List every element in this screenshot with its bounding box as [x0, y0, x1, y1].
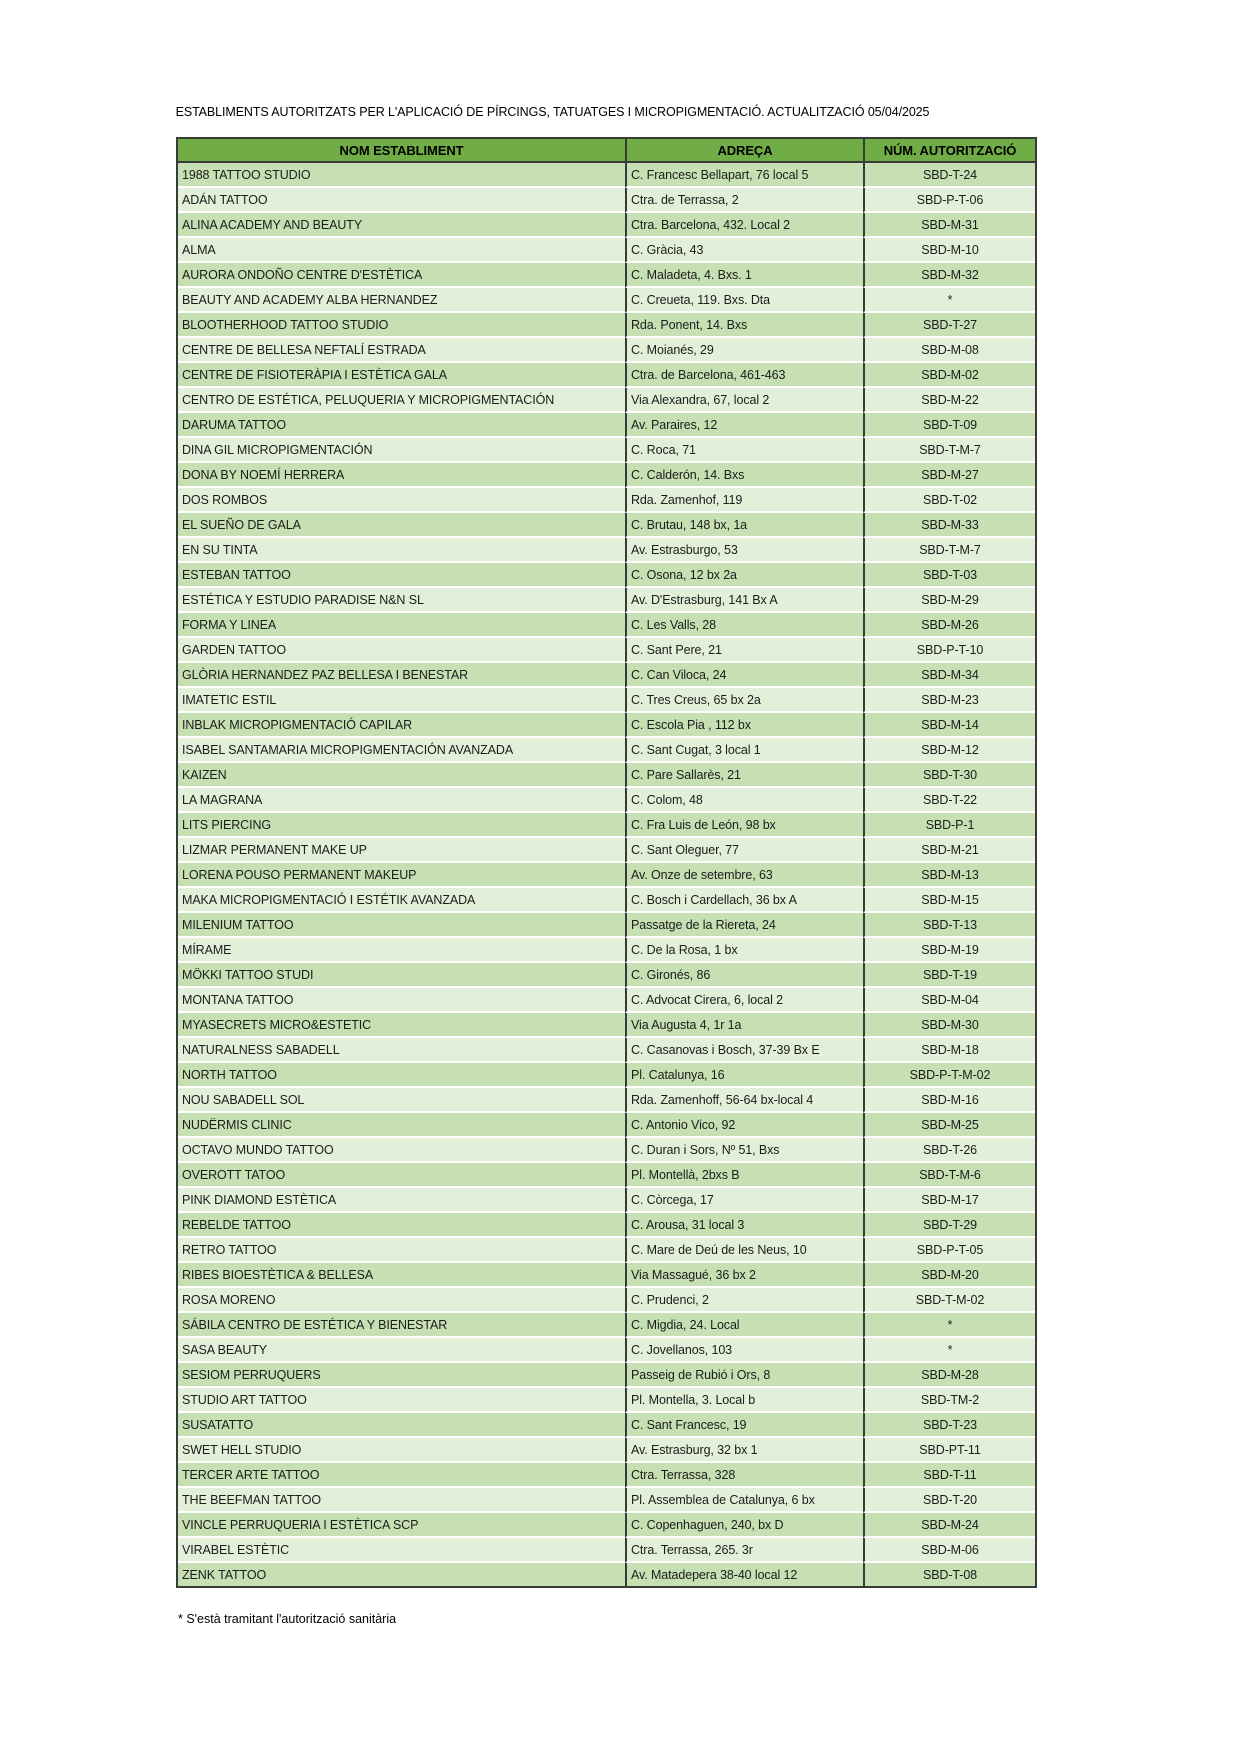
cell-name: MÍRAME	[178, 938, 625, 963]
cell-name: MYASECRETS MICRO&ESTETIC	[178, 1013, 625, 1038]
cell-address: Passeig de Rubió i Ors, 8	[625, 1363, 863, 1388]
table-row	[178, 388, 1035, 413]
cell-name: AURORA ONDOÑO CENTRE D'ESTÈTICA	[178, 263, 625, 288]
cell-authorization: SBD-M-26	[863, 613, 1035, 638]
cell-authorization: SBD-M-19	[863, 938, 1035, 963]
table-row	[178, 688, 1035, 713]
cell-authorization: SBD-T-13	[863, 913, 1035, 938]
cell-address: C. Sant Cugat, 3 local 1	[625, 738, 863, 763]
table-row	[178, 713, 1035, 738]
cell-address: Av. Paraires, 12	[625, 413, 863, 438]
cell-address: Via Augusta 4, 1r 1a	[625, 1013, 863, 1038]
cell-authorization: SBD-M-34	[863, 663, 1035, 688]
cell-name: ESTÉTICA Y ESTUDIO PARADISE N&N SL	[178, 588, 625, 613]
cell-name: EL SUEÑO DE GALA	[178, 513, 625, 538]
table-row	[178, 513, 1035, 538]
cell-name: SUSATATTO	[178, 1413, 625, 1438]
table-row	[178, 413, 1035, 438]
cell-address: C. Antonio Vico, 92	[625, 1113, 863, 1138]
cell-address: C. Arousa, 31 local 3	[625, 1213, 863, 1238]
cell-name: OVEROTT TATOO	[178, 1163, 625, 1188]
cell-authorization: SBD-M-20	[863, 1263, 1035, 1288]
cell-address: C. Can Viloca, 24	[625, 663, 863, 688]
cell-address: Rda. Zamenhof, 119	[625, 488, 863, 513]
table-row	[178, 1163, 1035, 1188]
cell-name: ADÁN TATTOO	[178, 188, 625, 213]
establishments-table	[176, 137, 1037, 1588]
cell-authorization: SBD-M-22	[863, 388, 1035, 413]
table-row	[178, 963, 1035, 988]
cell-name: NOU SABADELL SOL	[178, 1088, 625, 1113]
cell-name: DINA GIL MICROPIGMENTACIÓN	[178, 438, 625, 463]
table-row	[178, 1338, 1035, 1363]
cell-authorization: SBD-M-23	[863, 688, 1035, 713]
cell-authorization: SBD-T-03	[863, 563, 1035, 588]
cell-authorization: SBD-T-20	[863, 1488, 1035, 1513]
table-row	[178, 488, 1035, 513]
table-row	[178, 663, 1035, 688]
cell-name: ALMA	[178, 238, 625, 263]
table-row	[178, 313, 1035, 338]
cell-name: EN SU TINTA	[178, 538, 625, 563]
cell-name: DONA BY NOEMÍ HERRERA	[178, 463, 625, 488]
table-row	[178, 1113, 1035, 1138]
column-header-adreca: ADREÇA	[625, 139, 863, 163]
cell-authorization: SBD-T-23	[863, 1413, 1035, 1438]
cell-authorization: SBD-T-09	[863, 413, 1035, 438]
cell-name: KAIZEN	[178, 763, 625, 788]
cell-authorization: SBD-T-08	[863, 1563, 1035, 1586]
cell-name: MILENIUM TATTOO	[178, 913, 625, 938]
cell-name: CENTRO DE ESTÉTICA, PELUQUERIA Y MICROPIGMENTACIÓN	[178, 388, 625, 413]
table-row	[178, 1088, 1035, 1113]
cell-authorization: SBD-T-22	[863, 788, 1035, 813]
cell-authorization: SBD-M-13	[863, 863, 1035, 888]
cell-authorization: SBD-T-24	[863, 163, 1035, 188]
cell-address: Av. D'Estrasburg, 141 Bx A	[625, 588, 863, 613]
table-row	[178, 438, 1035, 463]
cell-authorization: SBD-M-31	[863, 213, 1035, 238]
cell-authorization: SBD-M-33	[863, 513, 1035, 538]
cell-name: GLÒRIA HERNANDEZ PAZ BELLESA I BENESTAR	[178, 663, 625, 688]
cell-address: C. Maladeta, 4. Bxs. 1	[625, 263, 863, 288]
cell-authorization: SBD-TM-2	[863, 1388, 1035, 1413]
table-row	[178, 1513, 1035, 1538]
cell-authorization: SBD-M-02	[863, 363, 1035, 388]
cell-name: IMATETIC ESTIL	[178, 688, 625, 713]
cell-address: C. Pare Sallarès, 21	[625, 763, 863, 788]
cell-name: NUDËRMIS CLINIC	[178, 1113, 625, 1138]
cell-address: Pl. Montellà, 2bxs B	[625, 1163, 863, 1188]
table-row	[178, 1138, 1035, 1163]
cell-authorization: *	[863, 1338, 1035, 1363]
cell-authorization: SBD-T-M-02	[863, 1288, 1035, 1313]
cell-name: LITS PIERCING	[178, 813, 625, 838]
cell-address: Av. Estrasburgo, 53	[625, 538, 863, 563]
cell-address: C. Prudenci, 2	[625, 1288, 863, 1313]
table-row	[178, 738, 1035, 763]
cell-authorization: *	[863, 288, 1035, 313]
header-row	[178, 139, 1035, 163]
cell-name: CENTRE DE BELLESA NEFTALÍ ESTRADA	[178, 338, 625, 363]
table-row	[178, 1288, 1035, 1313]
cell-authorization: SBD-M-30	[863, 1013, 1035, 1038]
cell-name: ESTEBAN TATTOO	[178, 563, 625, 588]
cell-authorization: SBD-T-02	[863, 488, 1035, 513]
cell-name: FORMA Y LINEA	[178, 613, 625, 638]
table-row	[178, 1438, 1035, 1463]
cell-address: Pl. Montella, 3. Local b	[625, 1388, 863, 1413]
cell-name: MONTANA TATTOO	[178, 988, 625, 1013]
cell-name: RETRO TATTOO	[178, 1238, 625, 1263]
cell-authorization: SBD-M-14	[863, 713, 1035, 738]
table-row	[178, 1313, 1035, 1338]
cell-authorization: SBD-T-26	[863, 1138, 1035, 1163]
cell-address: C. Francesc Bellapart, 76 local 5	[625, 163, 863, 188]
cell-address: C. Calderón, 14. Bxs	[625, 463, 863, 488]
cell-address: C. Osona, 12 bx 2a	[625, 563, 863, 588]
cell-authorization: SBD-M-28	[863, 1363, 1035, 1388]
cell-name: GARDEN TATTOO	[178, 638, 625, 663]
cell-address: C. Les Valls, 28	[625, 613, 863, 638]
cell-name: CENTRE DE FISIOTERÀPIA I ESTÈTICA GALA	[178, 363, 625, 388]
table-row	[178, 1238, 1035, 1263]
cell-name: STUDIO ART TATTOO	[178, 1388, 625, 1413]
table-row	[178, 1213, 1035, 1238]
cell-name: NATURALNESS SABADELL	[178, 1038, 625, 1063]
cell-address: C. Sant Francesc, 19	[625, 1413, 863, 1438]
table-row	[178, 763, 1035, 788]
cell-authorization: SBD-P-T-M-02	[863, 1063, 1035, 1088]
cell-authorization: SBD-T-29	[863, 1213, 1035, 1238]
cell-address: C. Copenhaguen, 240, bx D	[625, 1513, 863, 1538]
cell-authorization: SBD-T-M-7	[863, 538, 1035, 563]
cell-authorization: SBD-M-32	[863, 263, 1035, 288]
cell-authorization: SBD-M-04	[863, 988, 1035, 1013]
cell-authorization: SBD-M-08	[863, 338, 1035, 363]
cell-name: ALINA ACADEMY AND BEAUTY	[178, 213, 625, 238]
cell-address: C. Sant Oleguer, 77	[625, 838, 863, 863]
cell-name: PINK DIAMOND ESTÈTICA	[178, 1188, 625, 1213]
cell-authorization: SBD-T-27	[863, 313, 1035, 338]
cell-address: C. Migdia, 24. Local	[625, 1313, 863, 1338]
cell-address: C. Brutau, 148 bx, 1a	[625, 513, 863, 538]
table-row	[178, 1388, 1035, 1413]
table-row	[178, 563, 1035, 588]
cell-authorization: SBD-M-27	[863, 463, 1035, 488]
cell-authorization: SBD-M-16	[863, 1088, 1035, 1113]
table-row	[178, 463, 1035, 488]
cell-address: Rda. Ponent, 14. Bxs	[625, 313, 863, 338]
cell-authorization: SBD-M-25	[863, 1113, 1035, 1138]
document-title: ESTABLIMENTS AUTORITZATS PER L'APLICACIÓ DE PÍRCINGS, TATUATGES I MICROPIGMENTACIÓ. ACTUALITZACIÓ 05/04/2025	[175, 105, 930, 119]
cell-name: BEAUTY AND ACADEMY ALBA HERNANDEZ	[178, 288, 625, 313]
cell-address: C. Tres Creus, 65 bx 2a	[625, 688, 863, 713]
cell-authorization: SBD-P-1	[863, 813, 1035, 838]
cell-name: TERCER ARTE TATTOO	[178, 1463, 625, 1488]
cell-authorization: SBD-P-T-10	[863, 638, 1035, 663]
cell-address: Ctra. de Barcelona, 461-463	[625, 363, 863, 388]
cell-name: NORTH TATTOO	[178, 1063, 625, 1088]
cell-authorization: SBD-M-17	[863, 1188, 1035, 1213]
cell-name: SESIOM PERRUQUERS	[178, 1363, 625, 1388]
cell-name: SWET HELL STUDIO	[178, 1438, 625, 1463]
column-header-num-autoritzacio: NÚM. AUTORITZACIÓ	[863, 139, 1035, 163]
cell-address: C. Còrcega, 17	[625, 1188, 863, 1213]
table-row	[178, 938, 1035, 963]
table-row	[178, 638, 1035, 663]
table-row	[178, 588, 1035, 613]
cell-name: ROSA MORENO	[178, 1288, 625, 1313]
cell-authorization: SBD-T-M-7	[863, 438, 1035, 463]
cell-address: Pl. Catalunya, 16	[625, 1063, 863, 1088]
table-row	[178, 1038, 1035, 1063]
cell-authorization: SBD-M-15	[863, 888, 1035, 913]
cell-authorization: SBD-M-29	[863, 588, 1035, 613]
table-row	[178, 613, 1035, 638]
cell-authorization: SBD-M-12	[863, 738, 1035, 763]
cell-address: Via Alexandra, 67, local 2	[625, 388, 863, 413]
table-row	[178, 1013, 1035, 1038]
cell-name: MÖKKI TATTOO STUDI	[178, 963, 625, 988]
cell-address: C. Creueta, 119. Bxs. Dta	[625, 288, 863, 313]
establishments-table-body	[178, 163, 1035, 1586]
cell-name: INBLAK MICROPIGMENTACIÓ CAPILAR	[178, 713, 625, 738]
cell-name: THE BEEFMAN TATTOO	[178, 1488, 625, 1513]
table-row	[178, 913, 1035, 938]
cell-address: C. Gràcia, 43	[625, 238, 863, 263]
cell-address: C. Roca, 71	[625, 438, 863, 463]
cell-name: ZENK TATTOO	[178, 1563, 625, 1586]
table-row	[178, 1563, 1035, 1586]
table-row	[178, 838, 1035, 863]
cell-name: DOS ROMBOS	[178, 488, 625, 513]
table-row	[178, 988, 1035, 1013]
cell-address: C. Jovellanos, 103	[625, 1338, 863, 1363]
table-row	[178, 338, 1035, 363]
table-row	[178, 1413, 1035, 1438]
table-row	[178, 1538, 1035, 1563]
cell-authorization: SBD-M-24	[863, 1513, 1035, 1538]
cell-name: LIZMAR PERMANENT MAKE UP	[178, 838, 625, 863]
cell-authorization: SBD-M-10	[863, 238, 1035, 263]
cell-address: Ctra. Barcelona, 432. Local 2	[625, 213, 863, 238]
cell-address: C. Bosch i Cardellach, 36 bx A	[625, 888, 863, 913]
cell-authorization: *	[863, 1313, 1035, 1338]
cell-address: Ctra. Terrassa, 265. 3r	[625, 1538, 863, 1563]
table-header	[178, 139, 1035, 163]
cell-address: C. Duran i Sors, Nº 51, Bxs	[625, 1138, 863, 1163]
table-row	[178, 263, 1035, 288]
cell-name: DARUMA TATTOO	[178, 413, 625, 438]
cell-address: C. Colom, 48	[625, 788, 863, 813]
cell-address: C. Mare de Deú de les Neus, 10	[625, 1238, 863, 1263]
cell-address: C. Advocat Cirera, 6, local 2	[625, 988, 863, 1013]
table-row	[178, 1063, 1035, 1088]
cell-name: OCTAVO MUNDO TATTOO	[178, 1138, 625, 1163]
cell-name: RIBES BIOESTÈTICA & BELLESA	[178, 1263, 625, 1288]
cell-name: BLOOTHERHOOD TATTOO STUDIO	[178, 313, 625, 338]
cell-authorization: SBD-T-M-6	[863, 1163, 1035, 1188]
cell-authorization: SBD-P-T-06	[863, 188, 1035, 213]
table-row	[178, 1463, 1035, 1488]
table-row	[178, 163, 1035, 188]
cell-address: Passatge de la Riereta, 24	[625, 913, 863, 938]
footnote: * S'està tramitant l'autorització sanitària	[178, 1612, 397, 1626]
cell-authorization: SBD-M-06	[863, 1538, 1035, 1563]
table-row	[178, 288, 1035, 313]
cell-address: C. Sant Pere, 21	[625, 638, 863, 663]
cell-name: 1988 TATTOO STUDIO	[178, 163, 625, 188]
cell-authorization: SBD-M-18	[863, 1038, 1035, 1063]
table-row	[178, 238, 1035, 263]
table-row	[178, 813, 1035, 838]
table-row	[178, 863, 1035, 888]
cell-address: Ctra. de Terrassa, 2	[625, 188, 863, 213]
cell-address: C. Escola Pia , 112 bx	[625, 713, 863, 738]
table-row	[178, 788, 1035, 813]
column-header-nom-establiment: NOM ESTABLIMENT	[178, 139, 625, 163]
cell-address: Av. Matadepera 38-40 local 12	[625, 1563, 863, 1586]
cell-name: LA MAGRANA	[178, 788, 625, 813]
cell-authorization: SBD-P-T-05	[863, 1238, 1035, 1263]
table-row	[178, 213, 1035, 238]
table-row	[178, 1188, 1035, 1213]
table-row	[178, 363, 1035, 388]
cell-authorization: SBD-PT-11	[863, 1438, 1035, 1463]
cell-address: Rda. Zamenhoff, 56-64 bx-local 4	[625, 1088, 863, 1113]
cell-authorization: SBD-T-30	[863, 763, 1035, 788]
cell-name: ISABEL SANTAMARIA MICROPIGMENTACIÓN AVANZADA	[178, 738, 625, 763]
cell-address: C. Fra Luis de León, 98 bx	[625, 813, 863, 838]
cell-address: C. Casanovas i Bosch, 37-39 Bx E	[625, 1038, 863, 1063]
cell-authorization: SBD-T-19	[863, 963, 1035, 988]
cell-address: C. Moianés, 29	[625, 338, 863, 363]
cell-address: Via Massagué, 36 bx 2	[625, 1263, 863, 1288]
cell-name: SASA BEAUTY	[178, 1338, 625, 1363]
cell-address: Av. Onze de setembre, 63	[625, 863, 863, 888]
cell-name: VIRABEL ESTÈTIC	[178, 1538, 625, 1563]
table-row	[178, 1263, 1035, 1288]
table-row	[178, 888, 1035, 913]
cell-name: LORENA POUSO PERMANENT MAKEUP	[178, 863, 625, 888]
cell-name: VINCLE PERRUQUERIA I ESTÈTICA SCP	[178, 1513, 625, 1538]
cell-authorization: SBD-T-11	[863, 1463, 1035, 1488]
cell-address: C. De la Rosa, 1 bx	[625, 938, 863, 963]
cell-name: REBELDE TATTOO	[178, 1213, 625, 1238]
cell-name: MAKA MICROPIGMENTACIÓ I ESTÉTIK AVANZADA	[178, 888, 625, 913]
cell-address: C. Gironés, 86	[625, 963, 863, 988]
table-row	[178, 188, 1035, 213]
cell-authorization: SBD-M-21	[863, 838, 1035, 863]
cell-address: Ctra. Terrassa, 328	[625, 1463, 863, 1488]
cell-name: SÁBILA CENTRO DE ESTÉTICA Y BIENESTAR	[178, 1313, 625, 1338]
cell-address: Av. Estrasburg, 32 bx 1	[625, 1438, 863, 1463]
table-row	[178, 538, 1035, 563]
table-row	[178, 1363, 1035, 1388]
table-row	[178, 1488, 1035, 1513]
cell-address: Pl. Assemblea de Catalunya, 6 bx	[625, 1488, 863, 1513]
